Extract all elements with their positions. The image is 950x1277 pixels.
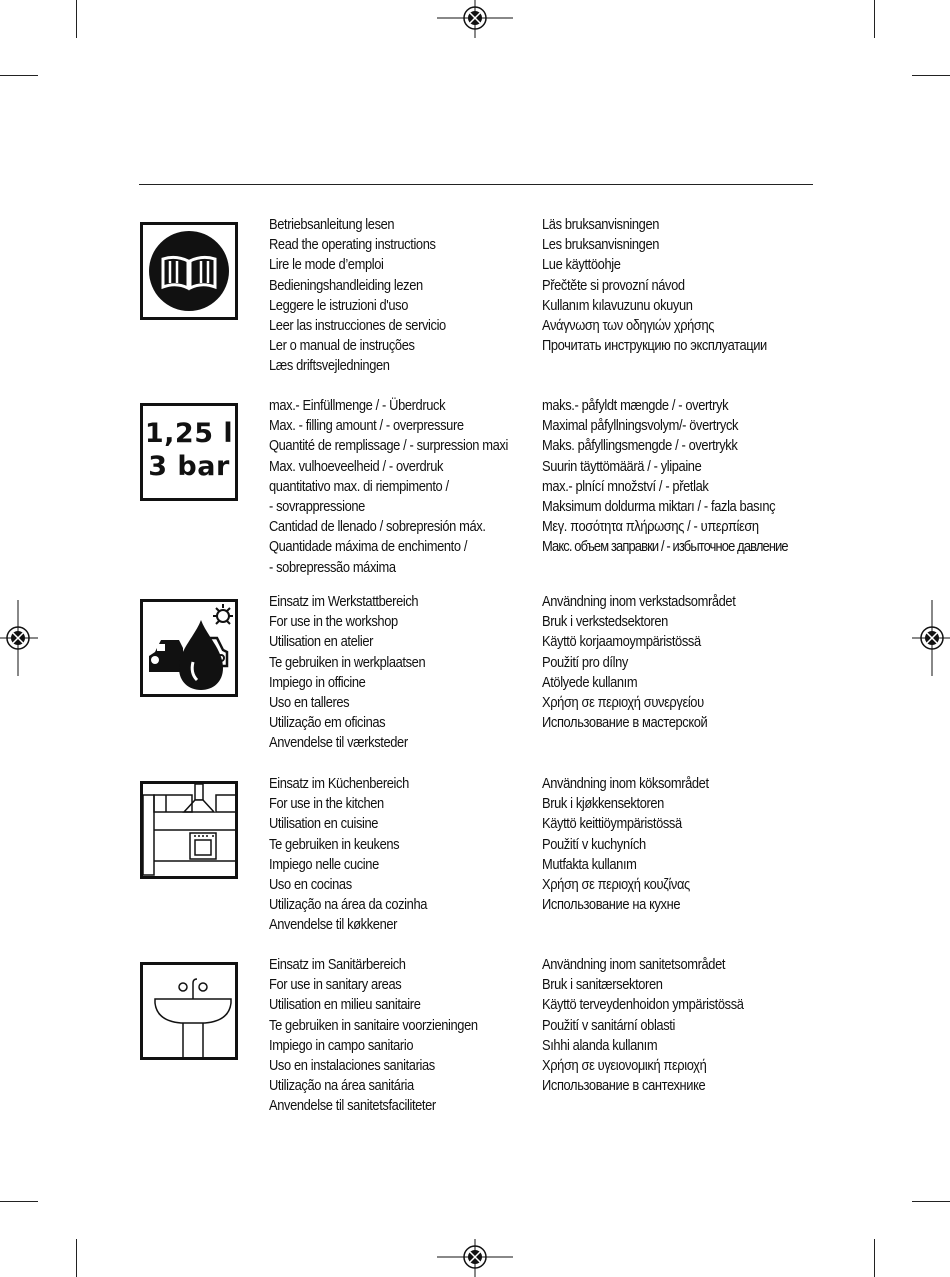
pressure-label: 3 bar bbox=[148, 451, 230, 482]
text-line: Utilisation en milieu sanitaire bbox=[269, 996, 421, 1014]
text-line: Læs driftsvejledningen bbox=[269, 357, 390, 375]
text-line: max.- Einfüllmenge / - Überdruck bbox=[269, 397, 446, 414]
text-line: Χρήση σε υγειονομική περιοχή bbox=[542, 1057, 707, 1075]
text-line: Quantidade máxima de enchimento / bbox=[269, 538, 468, 556]
text-line: Использование в сантехнике bbox=[542, 1077, 706, 1095]
text-line: Kullanım kılavuzunu okuyun bbox=[542, 296, 693, 314]
text-line: Utilização na área sanitária bbox=[269, 1077, 414, 1095]
text-line: For use in the kitchen bbox=[269, 795, 384, 813]
text-line: Läs bruksanvisningen bbox=[542, 216, 660, 233]
text-line: Uso en instalaciones sanitarias bbox=[269, 1057, 435, 1075]
text-line: Read the operating instructions bbox=[269, 236, 436, 254]
text-line: Te gebruiken in keukens bbox=[269, 835, 400, 853]
text-line: maks.- påfyldt mængde / - overtryk bbox=[542, 397, 729, 414]
text-line: Použití pro dílny bbox=[542, 653, 628, 671]
text-line: Utilisation en cuisine bbox=[269, 815, 379, 833]
text-line: Bruk i sanitærsektoren bbox=[542, 976, 663, 994]
text-line: Použití v sanitární oblasti bbox=[542, 1016, 675, 1034]
text-line: Использование в мастерской bbox=[542, 714, 708, 732]
text-line: Lue käyttöohje bbox=[542, 256, 621, 274]
text-line: Quantité de remplissage / - surpression maxi bbox=[269, 437, 508, 455]
crop-mark bbox=[0, 1201, 38, 1202]
text-line: Einsatz im Werkstattbereich bbox=[269, 593, 419, 610]
text-line: Прочитать инструкцию по эксплуатации bbox=[542, 337, 767, 355]
text-line: Bedieningshandleiding lezen bbox=[269, 276, 423, 294]
crop-mark bbox=[0, 75, 38, 76]
text-line: Anvendelse til køkkener bbox=[269, 916, 398, 934]
kitchen-icon bbox=[140, 781, 238, 879]
text-line: Les bruksanvisningen bbox=[542, 236, 660, 254]
translations-right bbox=[542, 955, 744, 1096]
registration-mark-icon bbox=[437, 0, 513, 38]
text-line: Te gebruiken in werkplaatsen bbox=[269, 653, 426, 671]
crop-mark bbox=[912, 75, 950, 76]
text-line: Bruk i kjøkkensektoren bbox=[542, 795, 664, 813]
text-line: Användning inom verkstadsområdet bbox=[542, 593, 736, 610]
text-line: Användning inom sanitetsområdet bbox=[542, 956, 726, 973]
translations-right bbox=[542, 396, 788, 558]
text-line: Anvendelse til sanitetsfaciliteter bbox=[269, 1097, 436, 1115]
capacity-label: 1,25 l bbox=[144, 418, 234, 449]
text-line: Sıhhi alanda kullanım bbox=[542, 1036, 658, 1054]
capacity-pressure-icon bbox=[140, 403, 238, 501]
text-line: For use in sanitary areas bbox=[269, 976, 402, 994]
text-line: Max. vulhoeveelheid / - overdruk bbox=[269, 457, 444, 475]
text-line: Betriebsanleitung lesen bbox=[269, 216, 395, 233]
text-line: Utilização em oficinas bbox=[269, 714, 386, 732]
translations-left bbox=[269, 215, 446, 377]
text-line: Ler o manual de instruções bbox=[269, 337, 415, 355]
text-line: Maksimum doldurma miktarı / - fazla basınç bbox=[542, 498, 776, 516]
text-line: Käyttö keittiöympäristössä bbox=[542, 815, 682, 833]
crop-mark bbox=[912, 1201, 950, 1202]
text-line: Leggere le istruzioni d'uso bbox=[269, 296, 409, 314]
text-line: Anvendelse til værksteder bbox=[269, 734, 408, 752]
crop-mark bbox=[76, 0, 77, 38]
text-line: Макс. объем заправки / - избыточное давление bbox=[542, 538, 788, 556]
text-line: Uso en talleres bbox=[269, 694, 350, 712]
text-line: Användning inom köksområdet bbox=[542, 775, 709, 792]
translations-right bbox=[542, 774, 709, 915]
text-line: Maximal påfyllningsvolym/- övertryck bbox=[542, 417, 739, 435]
text-line: Lire le mode d’emploi bbox=[269, 256, 384, 274]
text-line: Mutfakta kullanım bbox=[542, 855, 637, 873]
sink-icon bbox=[140, 962, 238, 1060]
crop-mark bbox=[76, 1239, 77, 1277]
text-line: - sovrappressione bbox=[269, 498, 365, 516]
text-line: Impiego nelle cucine bbox=[269, 855, 379, 873]
registration-mark-icon bbox=[437, 1239, 513, 1277]
read-manual-icon bbox=[140, 222, 238, 320]
text-line: Einsatz im Küchenbereich bbox=[269, 775, 409, 792]
text-line: Suurin täyttömäärä / - ylipaine bbox=[542, 457, 702, 475]
text-line: Bruk i verkstedsektoren bbox=[542, 613, 668, 631]
translations-left bbox=[269, 396, 508, 578]
text-line: quantitativo max. di riempimento / bbox=[269, 477, 449, 495]
registration-mark-icon bbox=[0, 600, 38, 676]
text-line: Utilisation en atelier bbox=[269, 633, 374, 651]
header-rule bbox=[139, 184, 813, 185]
text-line: Leer las instrucciones de servicio bbox=[269, 317, 446, 335]
text-line: Impiego in officine bbox=[269, 673, 366, 691]
text-line: Te gebruiken in sanitaire voorzieningen bbox=[269, 1016, 478, 1034]
text-line: Χρήση σε περιοχή κουζίνας bbox=[542, 876, 690, 894]
text-line: Ανάγνωση των οδηγιών χρήσης bbox=[542, 317, 715, 335]
text-line: For use in the workshop bbox=[269, 613, 398, 631]
text-line: Maks. påfyllingsmengde / - overtrykk bbox=[542, 437, 738, 455]
registration-mark-icon bbox=[912, 600, 950, 676]
text-line: Utilização na área da cozinha bbox=[269, 896, 428, 914]
translations-right bbox=[542, 215, 767, 356]
text-line: - sobrepressão máxima bbox=[269, 558, 396, 576]
text-line: max.- plnící množství / - přetlak bbox=[542, 477, 709, 495]
workshop-car-drop-icon bbox=[140, 599, 238, 697]
text-line: Käyttö korjaamoympäristössä bbox=[542, 633, 701, 651]
crop-mark bbox=[874, 1239, 875, 1277]
text-line: Impiego in campo sanitario bbox=[269, 1036, 414, 1054]
text-line: Použití v kuchyních bbox=[542, 835, 646, 853]
text-line: Přečtěte si provozní návod bbox=[542, 276, 685, 294]
text-line: Uso en cocinas bbox=[269, 876, 352, 894]
translations-left bbox=[269, 592, 425, 754]
text-line: Atölyede kullanım bbox=[542, 673, 638, 691]
crop-mark bbox=[874, 0, 875, 38]
text-line: Μεγ. ποσότητα πλήρωσης / - υπερπίεση bbox=[542, 518, 759, 536]
translations-right bbox=[542, 592, 735, 733]
text-line: Cantidad de llenado / sobrepresión máx. bbox=[269, 518, 486, 536]
text-line: Käyttö terveydenhoidon ympäristössä bbox=[542, 996, 744, 1014]
text-line: Использование на кухне bbox=[542, 896, 681, 914]
translations-left bbox=[269, 774, 427, 936]
text-line: Einsatz im Sanitärbereich bbox=[269, 956, 406, 973]
text-line: Χρήση σε περιοχή συνεργείου bbox=[542, 694, 704, 712]
translations-left bbox=[269, 955, 478, 1117]
text-line: Max. - filling amount / - overpressure bbox=[269, 417, 464, 435]
